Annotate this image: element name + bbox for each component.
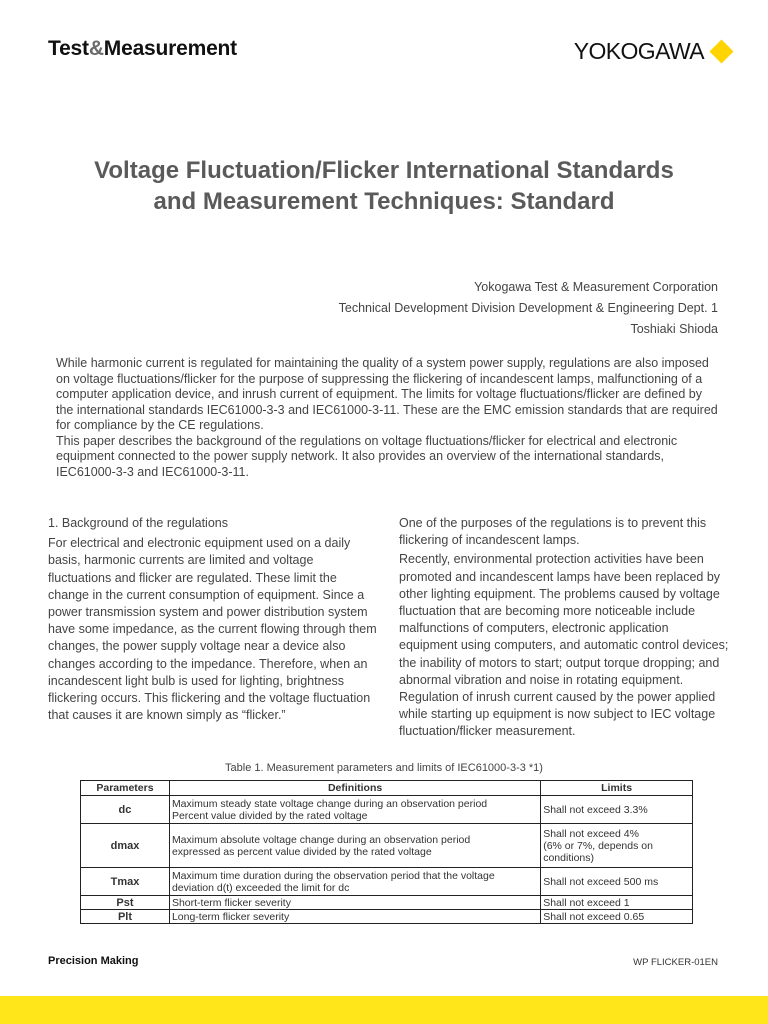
param-cell: Pst: [81, 896, 170, 910]
limit-line: Shall not exceed 500 ms: [543, 875, 659, 888]
limit-line: Shall not exceed 3.3%: [543, 803, 648, 816]
footer-doc-id: WP FLICKER-01EN: [633, 957, 718, 968]
document-title: [40, 155, 728, 217]
param-cell: dc: [81, 796, 170, 824]
footer-tagline: Precision Making: [48, 955, 139, 967]
header-limits: Limits: [541, 781, 693, 796]
author-department: Technical Development Division Development & Engineering Dept. 1: [338, 301, 718, 315]
abstract-paragraph-1: While harmonic current is regulated for maintaining the quality of a system power supply, regulations are also imposed on voltage fluctuations/flicker for the purpose of suppressing the flickering of incandescent lamps, malfunctioning of a computer application device, and inrush current of equipment. The limits for voltage fluctuations/flicker are defined by the international standards IEC61000-3-3 and IEC61000-3-11. These are the EMC emission standards that are required for compliance by the CE regulations.: [56, 356, 718, 432]
body-paragraph: For electrical and electronic equipment used on a daily basis, harmonic currents are limited and voltage fluctuations and flicker are regulated. These limit the change in the current consumption of equipment. Since a power transmission system and power distribution system have some impedance, as the current flowing through them changes, the power supply voltage near a device also changes according to the impedance. Therefore, when an incandescent light bulb is used for lighting, brightness flickering occurs. This flickering and the voltage fluctuation that causes it are known simply as “flicker.”: [48, 536, 377, 723]
table-row: [81, 796, 693, 824]
table-row: [81, 896, 693, 910]
limit-cell: [541, 796, 693, 824]
limit-line: conditions): [543, 851, 594, 864]
definition-line: Maximum time duration during the observation period that the voltage: [171, 869, 495, 882]
brand-word-test: Test: [48, 37, 89, 60]
limit-cell: Shall not exceed 0.65: [541, 910, 693, 924]
table-row: [81, 824, 693, 868]
table-header-row: [81, 781, 693, 796]
abstract-paragraph-2: This paper describes the background of the regulations on voltage fluctuations/flicker for electrical and electronic equipment connected to the power supply network. It also provides an overview of the international standards, IEC61000-3-3 and IEC61000-3-11.: [56, 433, 678, 479]
section-heading: 1. Background of the regulations: [48, 516, 228, 530]
header-definitions: Definitions: [169, 781, 540, 796]
definition-line: deviation d(t) exceeded the limit for dc: [171, 881, 350, 894]
limit-cell: [541, 868, 693, 896]
table-row: [81, 910, 693, 924]
definition-cell: [169, 868, 540, 896]
brand-test-measurement: [48, 37, 237, 61]
title-line-2: and Measurement Techniques: Standard: [153, 188, 615, 215]
table-caption: Table 1. Measurement parameters and limits of IEC61000-3-3 *1): [225, 762, 543, 774]
limit-cell: [541, 824, 693, 868]
definition-cell: [169, 824, 540, 868]
definition-cell: Short-term flicker severity: [169, 896, 540, 910]
brand-word-measurement: Measurement: [103, 37, 237, 60]
table-row: [81, 868, 693, 896]
limit-line: Shall not exceed 4%: [543, 827, 639, 840]
definition-line: Maximum absolute voltage change during an observation period: [171, 833, 471, 846]
author-block: [339, 277, 718, 340]
param-cell: Tmax: [81, 868, 170, 896]
footer-yellow-band: [0, 996, 768, 1024]
definition-cell: [169, 796, 540, 824]
limit-line: (6% or 7%, depends on: [543, 839, 653, 852]
header-parameters: Parameters: [81, 781, 170, 796]
body-column-right: [399, 515, 729, 743]
param-cell: Plt: [81, 910, 170, 924]
parameters-table: [80, 780, 693, 924]
definition-line: Maximum steady state voltage change during an observation period: [171, 797, 488, 810]
definition-line: expressed as percent value divided by the rated voltage: [171, 845, 432, 858]
yokogawa-logo: [574, 38, 730, 65]
limit-cell: Shall not exceed 1: [541, 896, 693, 910]
definition-cell: Long-term flicker severity: [169, 910, 540, 924]
body-paragraph: Recently, environmental protection activities have been promoted and incandescent lamps have been replaced by other lighting equipment. The problems caused by voltage fluctuation that are becoming more noticeable include malfunctions of computers, electronic application equipment using computers, and automatic control devices; the inability of motors to start; output torque dropping; and abnormal vibration and noise in rotating equipment. Regulation of inrush current caused by the power applied while starting up equipment is now subject to IEC voltage fluctuation/flicker measurement.: [399, 552, 729, 739]
definition-line: Percent value divided by the rated voltage: [171, 809, 368, 822]
brand-ampersand: &: [88, 37, 104, 60]
diamond-icon: [709, 39, 733, 63]
title-line-1: Voltage Fluctuation/Flicker International Standards: [94, 157, 674, 184]
body-column-left: [48, 515, 378, 726]
author-company: Yokogawa Test & Measurement Corporation: [474, 280, 718, 294]
body-paragraph: One of the purposes of the regulations is to prevent this flickering of incandescent lamps.: [399, 516, 707, 548]
author-name: Toshiaki Shioda: [630, 322, 718, 336]
abstract: [56, 356, 720, 480]
param-cell: dmax: [81, 824, 170, 868]
logo-wordmark: YOKOGAWA: [573, 38, 704, 64]
